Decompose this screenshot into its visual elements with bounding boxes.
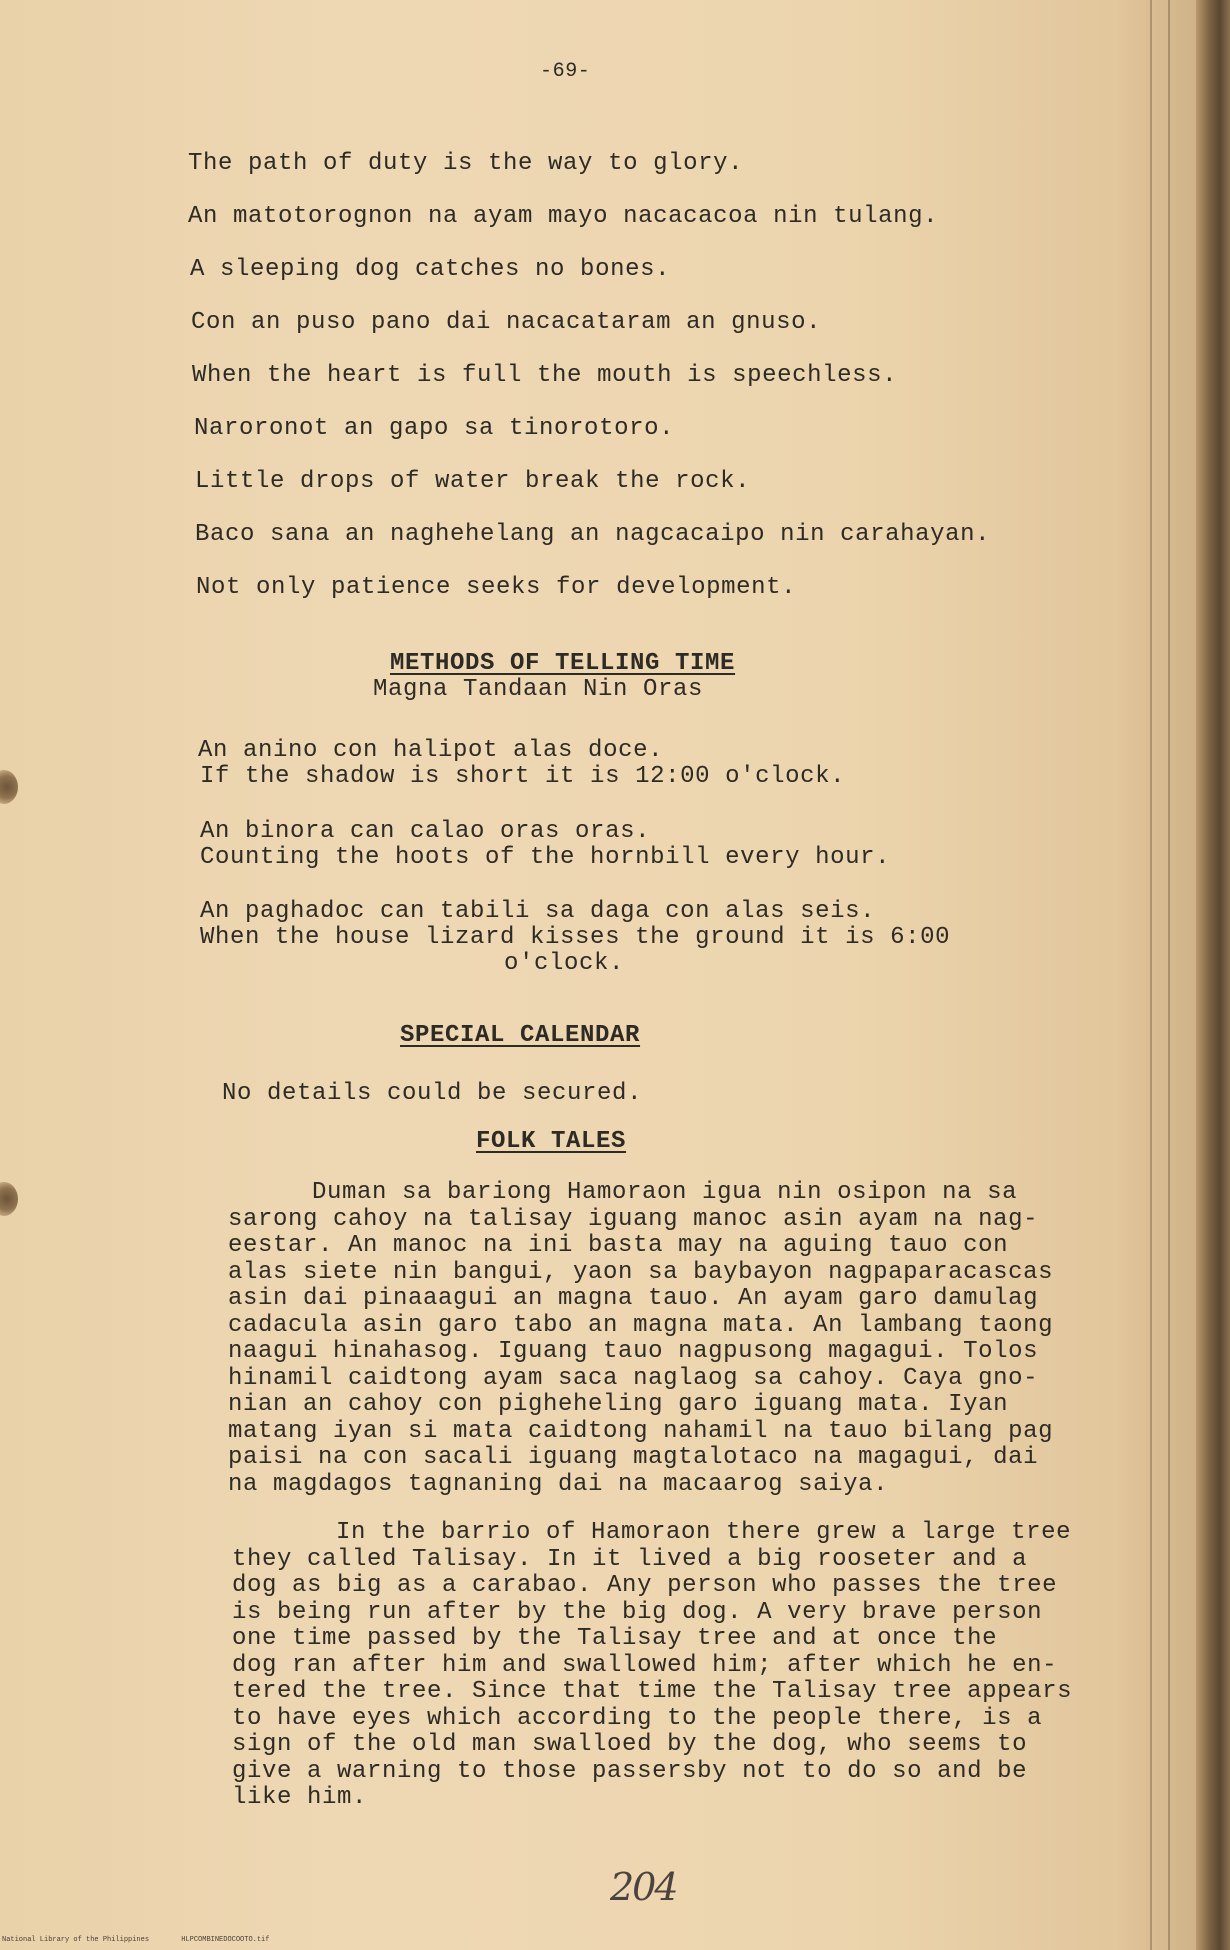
- proverb-line: Naroronot an gapo sa tinorotoro.: [194, 415, 675, 442]
- paragraph-line: na magdagos tagnaning dai na macaarog saiya.: [228, 1470, 889, 1498]
- handwritten-folio-number: 204: [610, 1865, 677, 1909]
- time-method-line: Counting the hoots of the hornbill every hour.: [200, 844, 891, 871]
- paragraph-line: matang iyan si mata caidtong nahamil na tauo bilang pag: [228, 1417, 1054, 1445]
- proverb-line: Baco sana an naghehelang an nagcacaipo nin carahayan.: [195, 521, 991, 548]
- special-calendar-heading: SPECIAL CALENDAR: [400, 1022, 641, 1049]
- paragraph-line: Duman sa bariong Hamoraon igua nin osipon na sa: [312, 1179, 1018, 1206]
- paragraph-line: one time passed by the Talisay tree and at once the: [232, 1625, 998, 1652]
- proverb-line: An matotorognon na ayam mayo nacacacoa nin tulang.: [188, 203, 939, 230]
- paragraph-line: like him.: [232, 1784, 368, 1811]
- paragraph-line: sign of the old man swalloed by the dog, who seems to: [232, 1731, 1028, 1758]
- paragraph-line: nian an cahoy con pigheheling garo iguang mata. Iyan: [228, 1391, 1009, 1418]
- telling-time-subheading: Magna Tandaan Nin Oras: [373, 676, 704, 703]
- book-binding-edge: [1196, 0, 1230, 1950]
- paragraph-line: paisi na con sacali iguang magtalotaco na magagui, dai: [228, 1444, 1039, 1471]
- paragraph-line: alas siete nin bangui, yaon sa baybayon nagpaparacascas: [228, 1258, 1054, 1286]
- paragraph-line: dog as big as a carabao. Any person who passes the tree: [232, 1572, 1058, 1599]
- page-number: -69-: [540, 60, 591, 83]
- paragraph-line: In the barrio of Hamoraon there grew a large tree: [336, 1519, 1072, 1546]
- time-method-line: o'clock.: [504, 950, 625, 977]
- punch-hole: [0, 770, 18, 804]
- paragraph-line: hinamil caidtong ayam saca naglaog sa cahoy. Caya gno-: [228, 1364, 1039, 1392]
- paragraph-line: dog ran after him and swallowed him; after which he en-: [232, 1651, 1058, 1679]
- footer-library: National Library of the Philippines: [2, 1936, 150, 1944]
- paragraph-line: give a warning to those passersby not to do so and be: [232, 1757, 1028, 1785]
- proverb-line: A sleeping dog catches no bones.: [190, 256, 671, 283]
- proverb-line: Not only patience seeks for development.: [196, 574, 797, 601]
- time-method-line: An anino con halipot alas doce.: [198, 737, 664, 764]
- footer-filename: HLPCOMBINEDOCOOTO.tif: [181, 1936, 270, 1944]
- time-method-line: If the shadow is short it is 12:00 o'clock.: [200, 763, 846, 790]
- scan-footer: [2, 1936, 297, 1944]
- paragraph-line: tered the tree. Since that time the Talisay tree appears: [232, 1678, 1073, 1705]
- time-method-line: When the house lizard kisses the ground it is 6:00: [200, 924, 951, 951]
- paragraph-line: sarong cahoy na talisay iguang manoc asin ayam na nag-: [228, 1205, 1039, 1233]
- folk-tale-bikol-paragraph: [228, 1180, 1053, 1498]
- paragraph-line: to have eyes which according to the people there, is a: [232, 1704, 1043, 1732]
- paragraph-line: naagui hinahasog. Iguang tauo nagpusong magagui. Tolos: [228, 1338, 1039, 1365]
- proverb-line: When the heart is full the mouth is speechless.: [192, 362, 898, 389]
- paragraph-line: they called Talisay. In it lived a big rooseter and a: [232, 1545, 1028, 1573]
- proverb-line: The path of duty is the way to glory.: [188, 150, 744, 177]
- special-calendar-text: No details could be secured.: [222, 1080, 643, 1107]
- telling-time-heading: METHODS OF TELLING TIME: [390, 650, 736, 677]
- paragraph-line: is being run after by the big dog. A very brave person: [232, 1598, 1043, 1626]
- paragraph-line: eestar. An manoc na ini basta may na aguing tauo con: [228, 1232, 1009, 1259]
- punch-hole: [0, 1182, 18, 1216]
- proverb-line: Con an puso pano dai nacacataram an gnuso.: [191, 309, 822, 336]
- proverb-line: Little drops of water break the rock.: [195, 468, 751, 495]
- time-method-line: An binora can calao oras oras.: [200, 818, 651, 845]
- paragraph-line: asin dai pinaaagui an magna tauo. An ayam garo damulag: [228, 1285, 1039, 1312]
- folk-tale-english-paragraph: [232, 1520, 1072, 1812]
- page-edge-shadow: [1168, 0, 1170, 1950]
- folk-tales-heading: FOLK TALES: [476, 1128, 627, 1155]
- time-method-line: An paghadoc can tabili sa daga con alas seis.: [200, 898, 876, 925]
- page-edge-shadow: [1150, 0, 1152, 1950]
- paragraph-line: cadacula asin garo tabo an magna mata. An lambang taong: [228, 1311, 1054, 1339]
